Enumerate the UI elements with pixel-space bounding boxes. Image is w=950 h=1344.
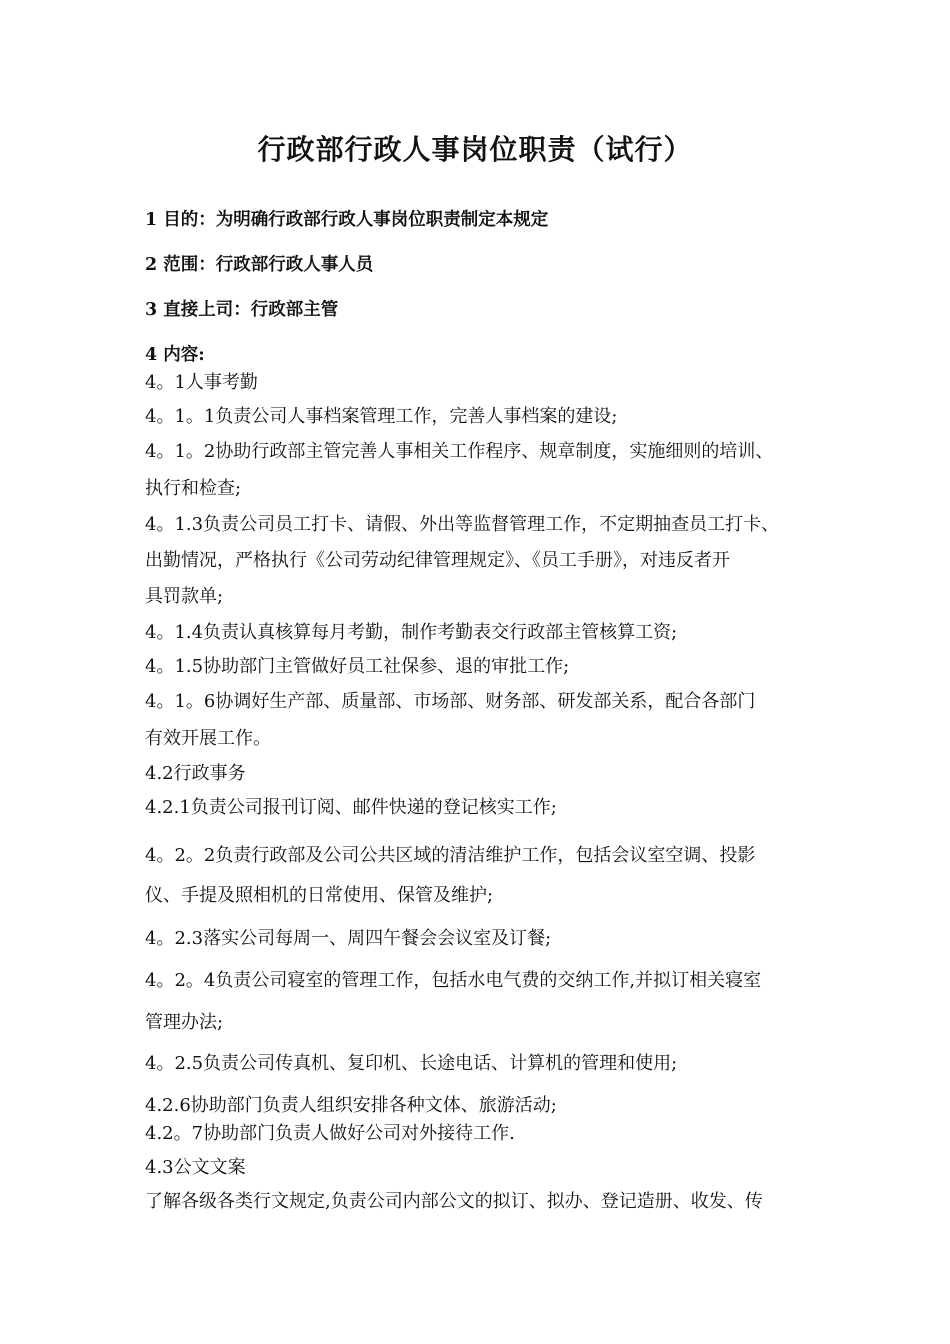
text-line: 有效开展工作。: [145, 728, 271, 749]
text-line: 4.2.6协助部门负责人组织安排各种文体、旅游活动;: [145, 1095, 557, 1116]
text-line: 执行和检查;: [145, 478, 242, 499]
text-line: 4.2.1负责公司报刊订阅、邮件快递的登记核实工作;: [145, 797, 557, 818]
text-line: 4。1.4负责认真核算每月考勤，制作考勤表交行政部主管核算工资;: [145, 622, 678, 643]
text-line: 4。2。4负责公司寝室的管理工作，包括水电气费的交纳工作,并拟订相关寝室: [145, 970, 762, 991]
text-line: 4。2.5负责公司传真机、复印机、长途电话、计算机的管理和使用;: [145, 1053, 678, 1074]
text-line: 4。2。2负责行政部及公司公共区域的清洁维护工作，包括会议室空调、投影: [145, 845, 756, 866]
text-line: 具罚款单;: [145, 586, 224, 607]
subsection-heading: 4.2行政事务: [145, 763, 246, 784]
text-line: 4。1.5协助部门主管做好员工社保参、退的审批工作;: [145, 656, 570, 677]
subsection-heading: 4。1人事考勤: [145, 372, 258, 393]
subsection-heading: 4.3公文文案: [145, 1157, 246, 1178]
text-line: 管理办法;: [145, 1012, 224, 1033]
document-title: 行政部行政人事岗位职责（试行）: [257, 133, 693, 166]
text-line: 4.2。7协助部门负责人做好公司对外接待工作.: [145, 1123, 515, 1144]
text-line: 4。1。2协助行政部主管完善人事相关工作程序、规章制度，实施细则的培训、: [145, 441, 774, 462]
text-line: 4。1.3负责公司员工打卡、请假、外出等监督管理工作，不定期抽查员工打卡、: [145, 514, 780, 535]
text-line: 了解各级各类行文规定,负责公司内部公文的拟订、拟办、登记造册、收发、传: [145, 1191, 763, 1212]
section-supervisor: 3 直接上司：行政部主管: [145, 300, 339, 320]
text-line: 4。1。1负责公司人事档案管理工作，完善人事档案的建设;: [145, 406, 618, 427]
section-purpose: 1 目的：为明确行政部行政人事岗位职责制定本规定: [145, 210, 549, 230]
text-line: 仪、手提及照相机的日常使用、保管及维护;: [145, 885, 494, 906]
text-line: 4。2.3落实公司每周一、周四午餐会会议室及订餐;: [145, 928, 552, 949]
section-content: 4 内容:: [145, 345, 205, 365]
text-line: 4。1。6协调好生产部、质量部、市场部、财务部、研发部关系，配合各部门: [145, 691, 756, 712]
section-scope: 2 范围：行政部行政人事人员: [145, 255, 374, 275]
text-line: 出勤情况，严格执行《公司劳动纪律管理规定》、《员工手册》，对违反者开: [145, 550, 730, 571]
